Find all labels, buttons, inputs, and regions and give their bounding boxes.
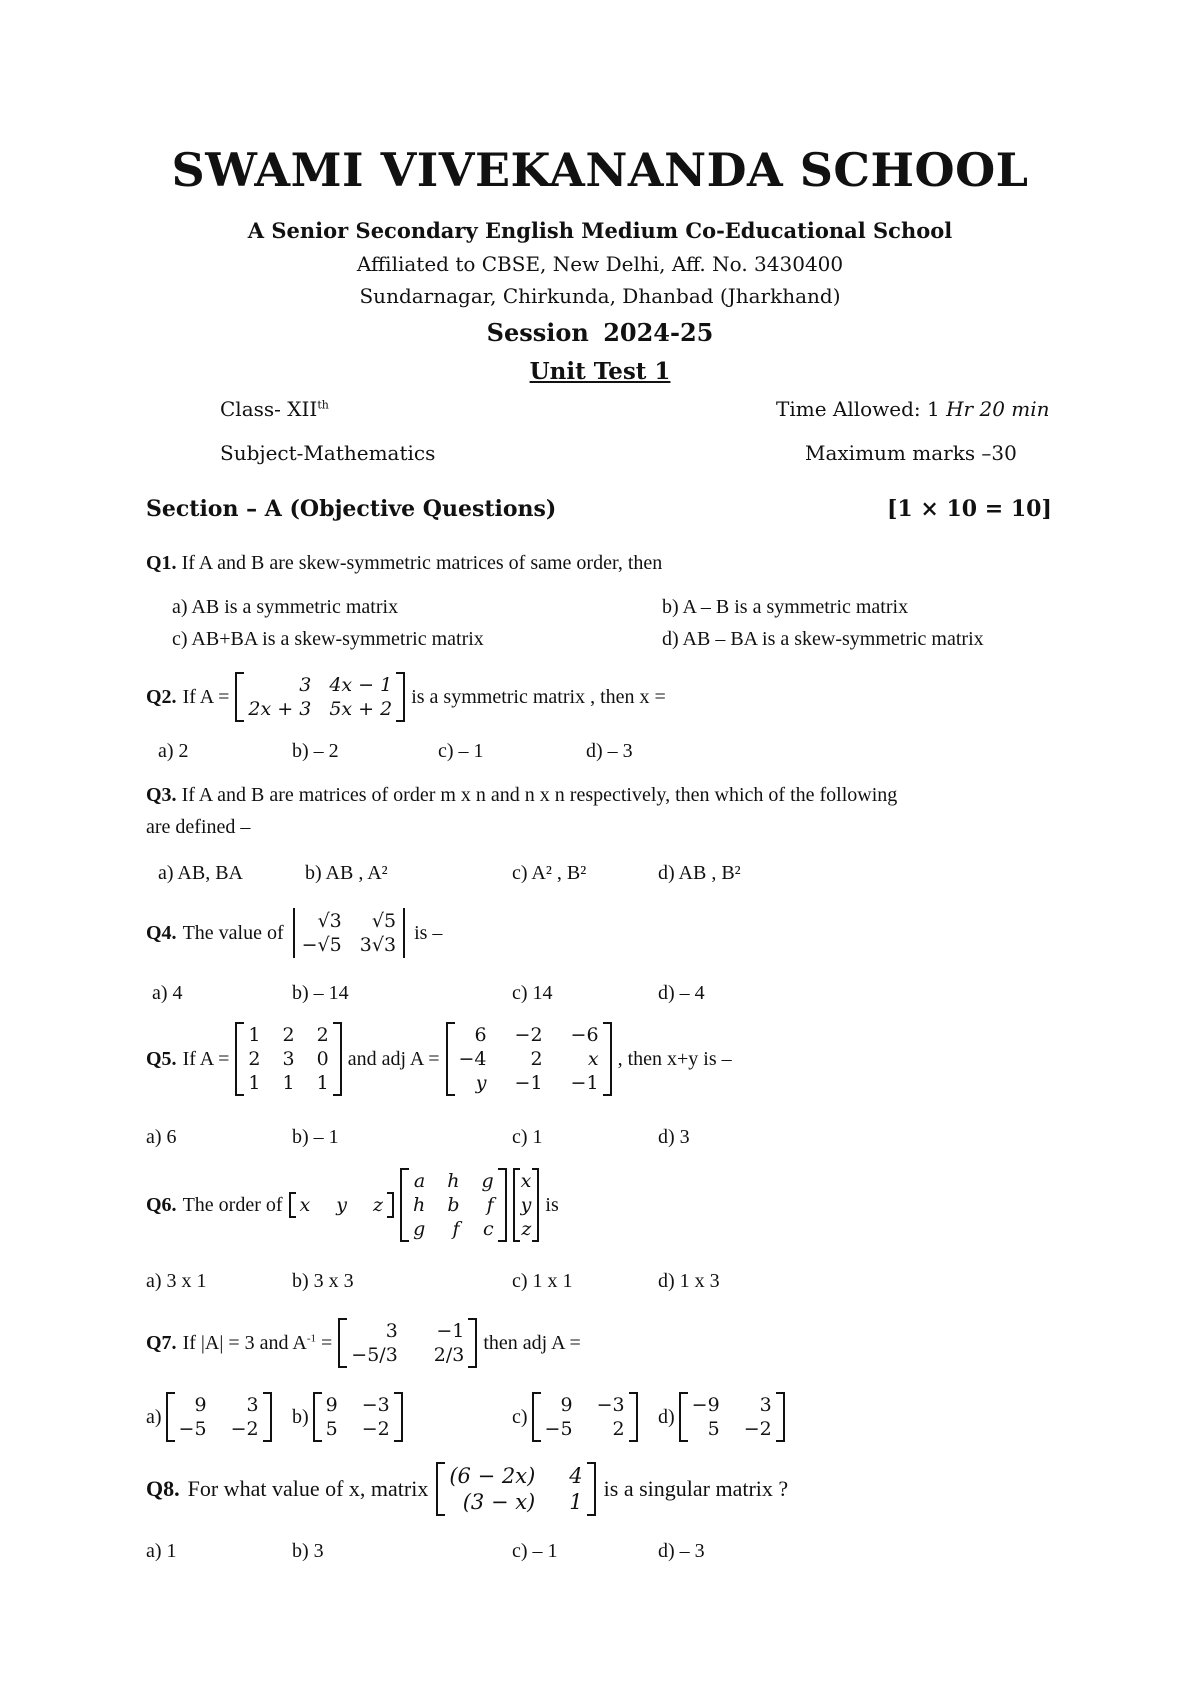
- q4-determinant: [290, 908, 408, 958]
- matrix-cell: y: [336, 1194, 347, 1216]
- q6-option-c: c) 1 x 1: [512, 1270, 573, 1292]
- matrix-cell: x: [299, 1194, 311, 1216]
- matrix-cell: 4: [569, 1464, 583, 1488]
- address: Sundarnagar, Chirkunda, Dhanbad (Jharkhand): [359, 284, 841, 308]
- q7-matrix: [338, 1318, 477, 1368]
- q7-option-d: d) −9 3 5 −2: [658, 1392, 785, 1442]
- matrix-cell: −2: [514, 1024, 543, 1046]
- q2-text: Q2. If A = 3 4x − 1 2x + 3 5x + 2 is a symmetric matrix , then x =: [146, 674, 666, 720]
- matrix-cell: c: [483, 1218, 494, 1240]
- matrix-cell: 9: [560, 1394, 573, 1416]
- q4-option-b: b) – 14: [292, 982, 349, 1004]
- matrix-cell: 5: [325, 1418, 338, 1440]
- matrix-cell: √5: [371, 910, 397, 932]
- matrix-cell: −6: [570, 1024, 599, 1046]
- school-tagline: A Senior Secondary English Medium Co-Educational School: [247, 218, 953, 243]
- matrix-cell: z: [372, 1194, 383, 1216]
- q6-row-vector: [289, 1192, 394, 1218]
- q5-matrix-a: [235, 1022, 341, 1096]
- q8-text: Q8. For what value of x, matrix (6 − 2x) 4 (3 − x) 1 is a singular matrix ?: [146, 1464, 789, 1514]
- q1-option-a: a) AB is a symmetric matrix: [172, 596, 399, 618]
- matrix-cell: x: [587, 1048, 599, 1070]
- matrix-cell: 6: [474, 1024, 487, 1046]
- matrix-cell: 9: [194, 1394, 207, 1416]
- matrix-cell: z: [521, 1218, 532, 1240]
- q2-option-a: a) 2: [158, 740, 189, 762]
- matrix-cell: 0: [316, 1048, 329, 1070]
- matrix-cell: −√5: [301, 934, 342, 956]
- q3-option-a: a) AB, BA: [158, 862, 243, 884]
- matrix-cell: −3: [596, 1394, 625, 1416]
- matrix-cell: 3: [385, 1320, 398, 1342]
- q8-option-b: b) 3: [292, 1540, 324, 1562]
- matrix-cell: (3 − x): [462, 1490, 536, 1514]
- matrix-cell: 1: [248, 1024, 261, 1046]
- q5-option-c: c) 1: [512, 1126, 543, 1148]
- q2-option-c: c) – 1: [438, 740, 484, 762]
- matrix-cell: h: [412, 1194, 426, 1216]
- q2-option-b: b) – 2: [292, 740, 339, 762]
- subject: Subject-Mathematics: [220, 441, 436, 465]
- section-marks: [1 × 10 = 10]: [887, 496, 1052, 522]
- matrix-cell: −2: [743, 1418, 772, 1440]
- matrix-cell: g: [481, 1170, 494, 1192]
- q1-option-d: d) AB – BA is a skew-symmetric matrix: [662, 628, 984, 650]
- q6-text: Q6. The order of x y z a h g h b f g f c x y z is: [146, 1170, 559, 1240]
- matrix-cell: −5/3: [351, 1344, 398, 1366]
- matrix-cell: 3√3: [359, 934, 397, 956]
- matrix-cell: g: [413, 1218, 426, 1240]
- matrix-cell: −2: [361, 1418, 390, 1440]
- matrix-cell: −2: [230, 1418, 259, 1440]
- matrix-cell: h: [447, 1170, 460, 1192]
- section-title: Section – A (Objective Questions): [146, 496, 557, 522]
- q8-option-c: c) – 1: [512, 1540, 558, 1562]
- matrix-cell: 5: [707, 1418, 720, 1440]
- matrix-cell: 2: [282, 1024, 295, 1046]
- q4-option-a: a) 4: [152, 982, 183, 1004]
- affiliation: Affiliated to CBSE, New Delhi, Aff. No. 3430400: [356, 252, 844, 276]
- q8-option-d: d) – 3: [658, 1540, 705, 1562]
- matrix-cell: −1: [436, 1320, 465, 1342]
- q6-option-b: b) 3 x 3: [292, 1270, 354, 1292]
- q4-option-c: c) 14: [512, 982, 553, 1004]
- q3-option-d: d) AB , B²: [658, 862, 741, 884]
- q6-option-d: d) 1 x 3: [658, 1270, 720, 1292]
- matrix-cell: y: [520, 1194, 532, 1216]
- school-name: SWAMI VIVEKANANDA SCHOOL: [171, 143, 1029, 197]
- q5-text: Q5. If A = 1 2 2 2 3 0 1 1 1 and adj A = 6 −2 −6 −4 2 x y −1 −1 , then x+y is –: [146, 1024, 732, 1094]
- q6-matrix: [400, 1168, 507, 1242]
- matrix-cell: (6 − 2x): [449, 1464, 536, 1488]
- q2-matrix: [235, 672, 405, 722]
- session: Session 2024-25: [486, 318, 714, 347]
- matrix-cell: 1: [569, 1490, 583, 1514]
- matrix-cell: 2: [248, 1048, 261, 1070]
- q5-matrix-adj: [446, 1022, 612, 1096]
- matrix-cell: −1: [514, 1072, 543, 1094]
- q3-text: Q3. If A and B are matrices of order m x n and n x n respectively, then which of the following: [146, 784, 898, 806]
- matrix-cell: 3: [759, 1394, 772, 1416]
- matrix-cell: −1: [570, 1072, 599, 1094]
- matrix-cell: 1: [248, 1072, 261, 1094]
- q6-option-a: a) 3 x 1: [146, 1270, 207, 1292]
- matrix-cell: 1: [282, 1072, 295, 1094]
- matrix-cell: −5: [544, 1418, 573, 1440]
- test-name: Unit Test 1: [529, 358, 671, 385]
- matrix-cell: 2: [316, 1024, 329, 1046]
- matrix-cell: 2x + 3: [248, 698, 312, 720]
- q4-text: Q4. The value of √3 √5 −√5 3√3 is –: [146, 910, 443, 956]
- matrix-cell: 4x − 1: [329, 674, 393, 696]
- matrix-cell: −5: [178, 1418, 207, 1440]
- q4-option-d: d) – 4: [658, 982, 705, 1004]
- q7-option-c: c) 9 −3 −5 2: [512, 1392, 638, 1442]
- q8-matrix: [436, 1462, 595, 1516]
- q3-option-c: c) A² , B²: [512, 862, 587, 884]
- matrix-cell: √3: [317, 910, 342, 932]
- matrix-cell: b: [447, 1194, 460, 1216]
- matrix-cell: a: [413, 1170, 426, 1192]
- q7-text: Q7. If |A| = 3 and $A^{-1}$ = 3 −1 −5/3 2/3 then adj A =: [146, 1320, 581, 1366]
- matrix-cell: 3: [246, 1394, 259, 1416]
- matrix-cell: x: [520, 1170, 532, 1192]
- matrix-cell: −9: [691, 1394, 720, 1416]
- time-allowed: Time Allowed: 1 Hr 20 min: [776, 397, 1050, 421]
- class-label: Class- XIIth: [220, 397, 329, 421]
- matrix-cell: 5x + 2: [329, 698, 393, 720]
- matrix-cell: 2: [530, 1048, 543, 1070]
- matrix-cell: 2: [612, 1418, 625, 1440]
- q8-option-a: a) 1: [146, 1540, 177, 1562]
- q3-text-line2: are defined –: [146, 816, 251, 838]
- matrix-cell: −4: [458, 1048, 487, 1070]
- q7-option-b: b) 9 −3 5 −2: [292, 1392, 403, 1442]
- matrix-cell: 3: [282, 1048, 295, 1070]
- class-sup: th: [317, 398, 329, 412]
- q5-option-a: a) 6: [146, 1126, 177, 1148]
- q2-option-d: d) – 3: [586, 740, 633, 762]
- matrix-cell: 2/3: [433, 1344, 465, 1366]
- q6-column-vector: [513, 1168, 540, 1242]
- matrix-cell: f: [486, 1194, 494, 1216]
- max-marks: Maximum marks –30: [805, 441, 1017, 465]
- q1-text: Q1. If A and B are skew-symmetric matrices of same order, then: [146, 552, 663, 574]
- matrix-cell: f: [452, 1218, 460, 1240]
- q5-option-b: b) – 1: [292, 1126, 339, 1148]
- q5-option-d: d) 3: [658, 1126, 690, 1148]
- matrix-cell: 9: [325, 1394, 338, 1416]
- q1-option-c: c) AB+BA is a skew-symmetric matrix: [172, 628, 484, 650]
- matrix-cell: 3: [299, 674, 312, 696]
- q7-option-a: a) 9 3 −5 −2: [146, 1392, 272, 1442]
- q3-option-b: b) AB , A²: [305, 862, 388, 884]
- q1-option-b: b) A – B is a symmetric matrix: [662, 596, 909, 618]
- matrix-cell: −3: [361, 1394, 390, 1416]
- matrix-cell: 1: [316, 1072, 329, 1094]
- matrix-cell: y: [475, 1072, 487, 1094]
